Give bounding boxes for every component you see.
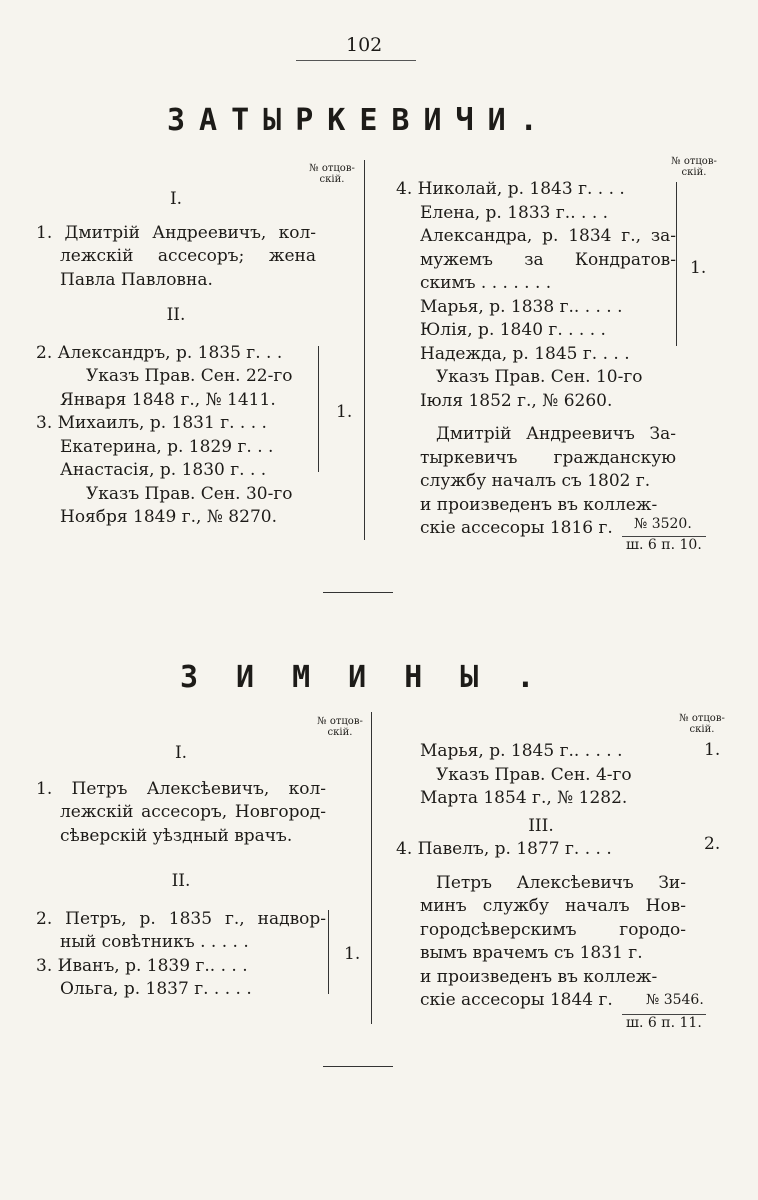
entry-line: Указъ Прав. Сен. 30-го [86,483,293,504]
section2-right-column [396,740,686,1013]
generation-title-2: II. [171,871,191,891]
entry-line: Указъ Прав. Сен. 10-го [436,367,643,387]
entry-line: Екатерина, р. 1829 г. . . [60,436,274,457]
archive-reference: № 3520. [634,516,692,532]
column-header-left: № отцов- скій. [309,163,355,185]
entry-line: Надежда, р. 1845 г. . . . [420,343,630,364]
group-brace [674,182,677,346]
entry-number: 2. [704,834,721,854]
section1-left-column [36,188,316,530]
column-header-right: № отцов- скій. [679,713,725,735]
entry-line: Павла Павловна. [60,269,213,290]
entry-line: Указъ Прав. Сен. 4-го [436,764,632,785]
column-divider [371,712,372,1024]
entry-line: Марта 1854 г., № 1282. [420,788,628,808]
column-divider [364,160,365,540]
entry-line: 2. Петръ, р. 1835 г., надвор- [36,908,326,929]
entry-line: 4. Николай, р. 1843 г. . . . [396,179,625,199]
entry-line: Января 1848 г., № 1411. [60,389,276,410]
family-heading-ziminy: ЗИМИНЫ. [180,660,573,695]
entry-line: тыркевичъ гражданскую [420,447,676,468]
entry-line: службу началъ съ 1802 г. [420,471,651,491]
entry-line: и произведенъ въ коллеж- [420,966,658,987]
column-header-left: № отцов- скій. [317,716,363,738]
generation-title-1: I. [174,743,188,763]
entry-line: Ноября 1849 г., № 8270. [60,507,277,527]
entry-line: 1. Дмитрій Андреевичъ, кол- [36,222,316,243]
group-number: 1. [344,944,361,964]
entry-line: лежскій ассесоръ, Новгород- [60,802,326,822]
entry-line: Юлія, р. 1840 г. . . . . [420,320,606,340]
top-rule [296,60,416,61]
generation-title-1: I. [169,189,183,209]
section1-right-column [396,178,680,541]
entry-line: Елена, р. 1833 г.. . . . [420,202,609,223]
entry-line: Марья, р. 1838 г.. . . . . [420,296,623,317]
entry-line: Іюля 1852 г., № 6260. [420,390,613,411]
entry-line: Александра, р. 1834 г., за- [420,226,676,246]
entry-line: 2. Александръ, р. 1835 г. . . [36,342,283,363]
group-brace [316,346,319,472]
group-number: 1. [690,258,707,278]
entry-line: Марья, р. 1845 г.. . . . . [420,741,623,761]
section-separator [323,592,393,593]
archive-reference: № 3546. [646,992,704,1008]
entry-line: городсѣверскимъ городо- [420,919,686,940]
column-header-right: № отцов- скій. [671,156,717,178]
entry-line: ный совѣтникъ . . . . . [60,932,249,952]
section2-left-column [36,742,326,1002]
entry-line: 1. Петръ Алексѣевичъ, кол- [36,778,326,799]
entry-line: лежскій ассесоръ; жена [60,246,316,266]
entry-line: вымъ врачемъ съ 1831 г. [420,943,643,963]
family-heading-zatyrkevichi: ЗАТЫРКЕВИЧИ. [167,103,552,138]
entry-line: скимъ . . . . . . . [420,273,552,293]
entry-line: скіе ассесоры 1816 г. [420,518,613,538]
entry-line: Петръ Алексѣевичъ Зи- [436,872,686,893]
generation-title-2: II. [166,305,186,325]
entry-line: и произведенъ въ коллеж- [420,494,658,515]
entry-line: 4. Павелъ, р. 1877 г. . . . [396,839,612,859]
entry-line: Ольга, р. 1837 г. . . . . [60,979,252,999]
entry-line: мужемъ за Кондратов- [420,249,676,270]
group-brace [326,910,329,994]
entry-line: скіе ассесоры 1844 г. [420,990,613,1010]
entry-line: Анастасія, р. 1830 г. . . [60,460,267,480]
entry-line: 3. Михаилъ, р. 1831 г. . . . [36,413,267,433]
entry-line: сѣверскій уѣздный врачъ. [60,825,293,846]
section-separator [323,1066,393,1067]
entry-number: 1. [704,740,721,760]
entry-line: минъ службу началъ Нов- [420,896,686,916]
generation-title-3: III. [528,815,554,836]
page-number: 102 [346,34,383,56]
shelf-mark: ш. 6 п. 10. [622,536,706,553]
entry-line: 3. Иванъ, р. 1839 г.. . . . [36,955,248,976]
group-number: 1. [336,402,353,422]
entry-line: Указъ Прав. Сен. 22-го [86,366,293,386]
shelf-mark: ш. 6 п. 11. [622,1014,706,1031]
entry-line: Дмитрій Андреевичъ За- [436,424,676,444]
